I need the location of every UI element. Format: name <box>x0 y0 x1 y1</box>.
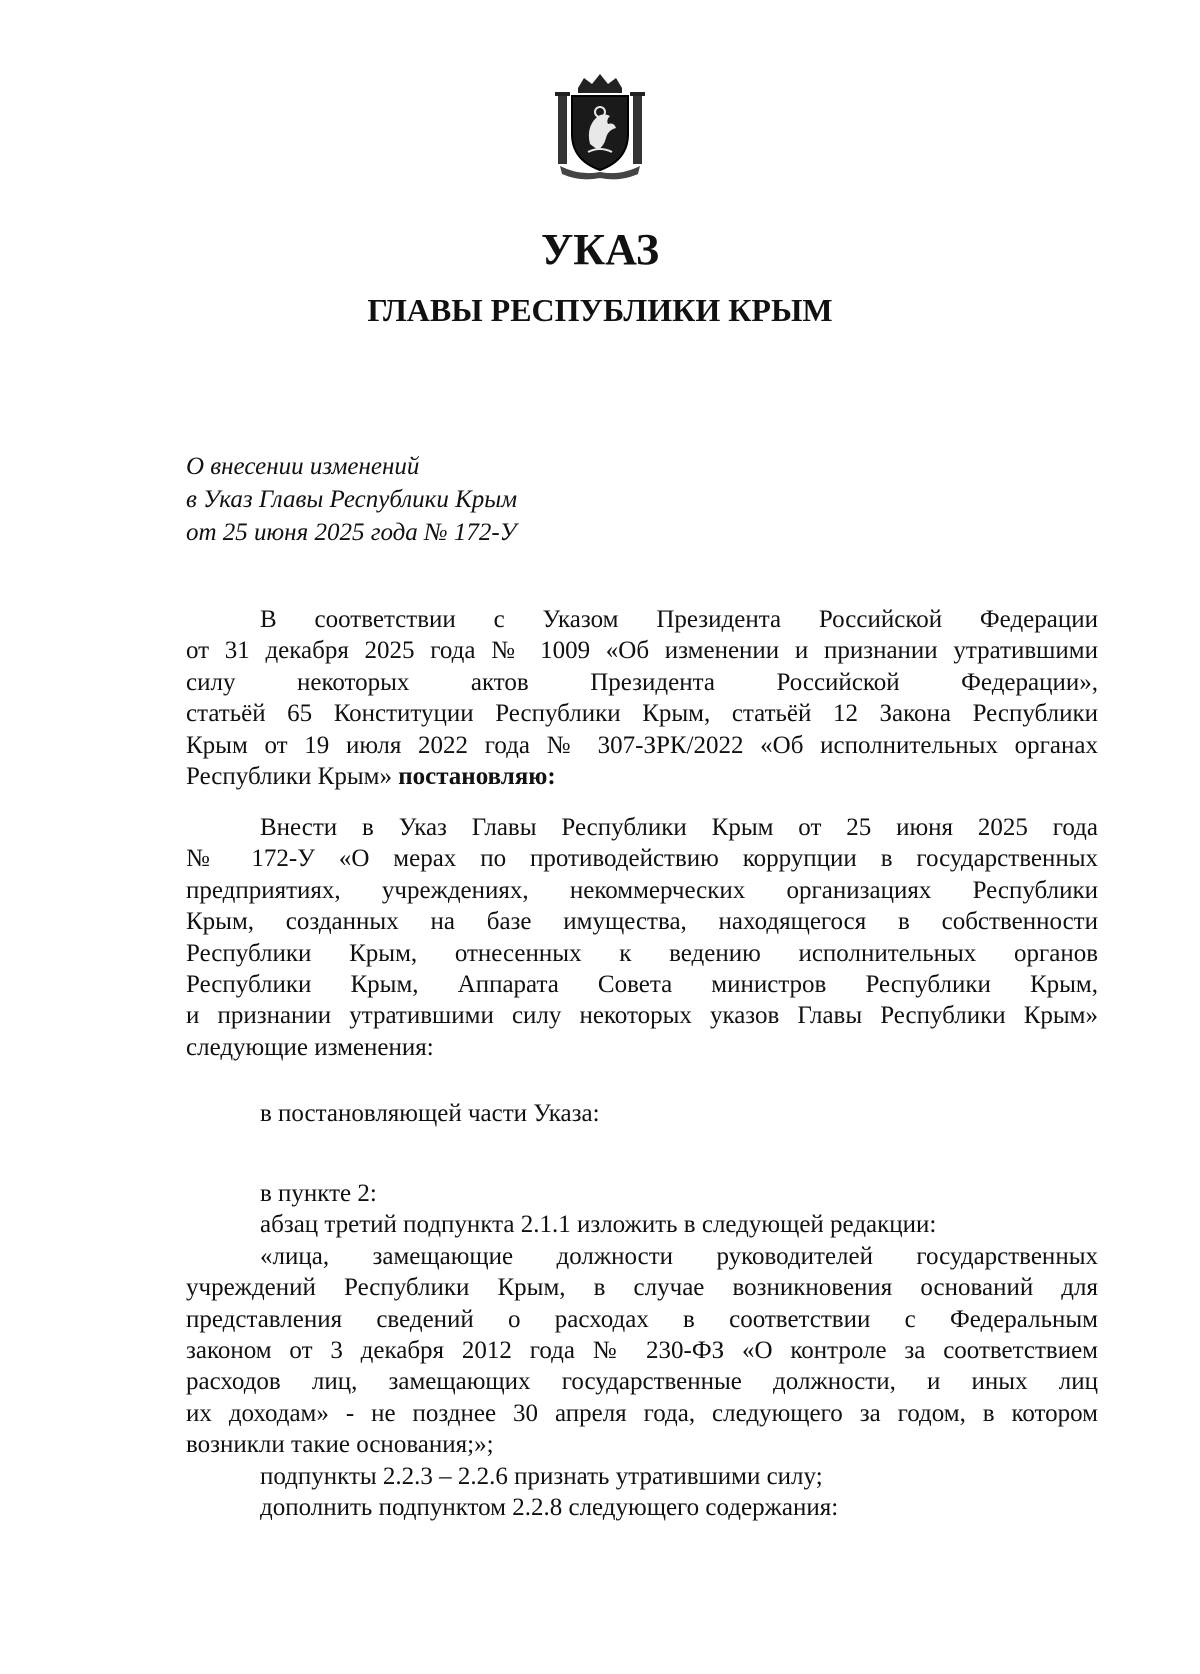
quote-last-line: возникли такие основания;»; <box>186 1431 494 1459</box>
preamble-line: от 31 декабря 2025 года № 1009 «Об изменении и признании утратившими <box>186 637 1098 665</box>
main-line: Внести в Указ Главы Республики Крым от 25 июня 2025 года <box>260 814 1098 841</box>
section-body <box>186 1178 1098 1523</box>
quote-line: «лица, замещающие должности руководителей государственных <box>260 1242 1098 1270</box>
quote-line: расходов лиц, замещающих государственные должности, и иных лиц <box>186 1368 1098 1396</box>
document-subtitle: ГЛАВЫ РЕСПУБЛИКИ КРЫМ <box>367 292 833 328</box>
repeal-line: подпункты 2.2.3 – 2.2.6 признать утратившими силу; <box>260 1462 823 1490</box>
subject-line: от 25 июня 2025 года № 172-У <box>186 519 517 546</box>
section-heading-text: в постановляющей части Указа: <box>260 1100 600 1127</box>
quote-line: представления сведений о расходах в соответствии с Федеральным <box>186 1305 1098 1333</box>
main-line: Республики Крым, отнесенных к ведению исполнительных органов <box>186 939 1098 967</box>
document-subject <box>186 450 706 549</box>
paragraph-intro-line: абзац третий подпункта 2.1.1 изложить в следующей редакции: <box>260 1211 937 1239</box>
supplement-line: дополнить подпунктом 2.2.8 следующего содержания: <box>260 1494 839 1522</box>
preamble-line: В соответствии с Указом Президента Российской Федерации <box>260 606 1098 633</box>
main-line: Республики Крым, Аппарата Совета министров Республики Крым, <box>186 971 1098 999</box>
crimea-coat-of-arms-icon <box>550 72 650 184</box>
main-line: № 172-У «О мерах по противодействию коррупции в государственных <box>186 845 1098 873</box>
preamble-line: статьёй 65 Конституции Республики Крым, статьёй 12 Закона Республики <box>186 700 1098 728</box>
preamble-line-text: Республики Крым» <box>186 763 392 791</box>
quote-line: учреждений Республики Крым, в случае возникновения оснований для <box>186 1274 1098 1302</box>
main-paragraph <box>186 812 1098 1063</box>
main-line: предприятиях, учреждениях, некоммерческих организациях Республики <box>186 876 1098 904</box>
preamble-last-line <box>186 761 1098 792</box>
main-last-line: следующие изменения: <box>186 1033 434 1061</box>
point-line: в пункте 2: <box>260 1180 377 1207</box>
preamble-paragraph <box>186 604 1098 792</box>
subject-line: О внесении изменений <box>186 453 420 480</box>
quote-line: их доходам» - не позднее 30 апреля года, следующего за годом, в котором <box>186 1399 1098 1427</box>
main-line: и признании утратившими силу некоторых указов Главы Республики Крым» <box>186 1002 1098 1030</box>
main-line: Крым, созданных на базе имущества, находящегося в собственности <box>186 908 1098 936</box>
preamble-line: силу некоторых актов Президента Российской Федерации», <box>186 668 1098 696</box>
decree-word: постановляю: <box>398 763 556 791</box>
preamble-line: Крым от 19 июля 2022 года № 307-ЗРК/2022 «Об исполнительных органах <box>186 731 1098 759</box>
subject-line: в Указ Главы Республики Крым <box>186 486 518 513</box>
quote-line: законом от 3 декабря 2012 года № 230-ФЗ «О контроле за соответствием <box>186 1337 1098 1365</box>
document-title: УКАЗ <box>540 225 660 274</box>
section-heading <box>186 1098 1098 1129</box>
